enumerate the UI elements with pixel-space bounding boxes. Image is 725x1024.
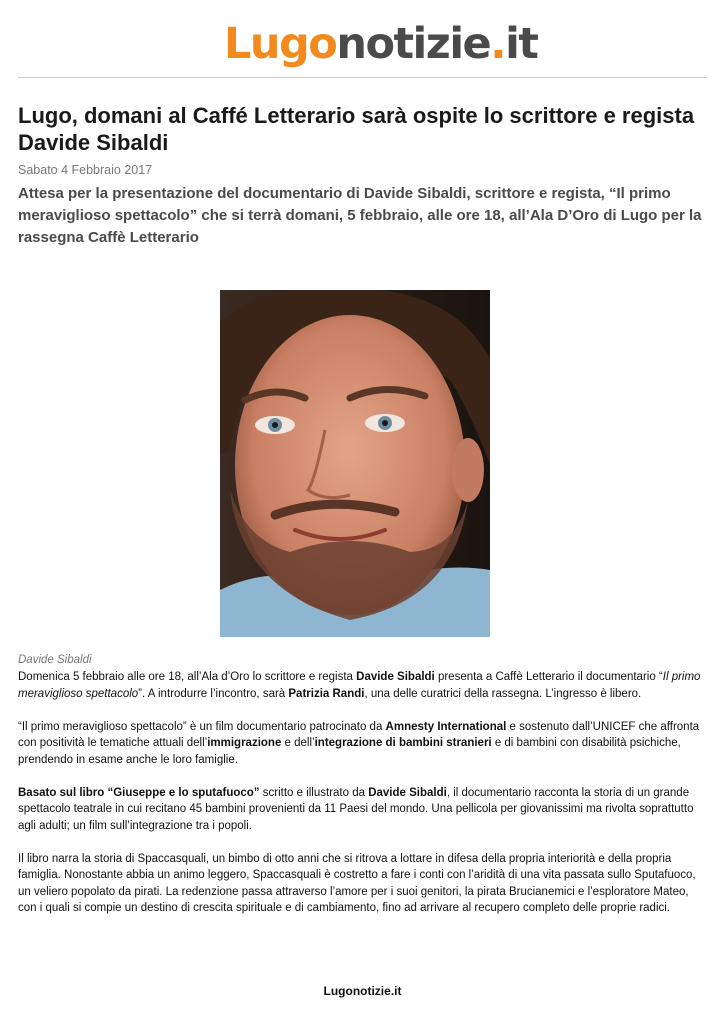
footer-site-name[interactable]: Lugonotizie.it	[323, 984, 402, 998]
paragraph-3	[18, 785, 708, 835]
p1-film-title: Il primo meraviglioso spettacolo	[18, 671, 701, 700]
photo-caption: Davide Sibaldi	[18, 654, 92, 666]
logo-notizie: notizie	[336, 19, 491, 69]
p1-author: Davide Sibaldi	[356, 671, 435, 683]
article-subtitle: Attesa per la presentazione del documentario di Davide Sibaldi, scrittore e regista, “Il primo meraviglioso spettacolo” che si terrà domani, 5 febbraio, alle ore 18, all’Ala D’Oro di Lugo per la rassegna Caffè Letterario	[18, 185, 702, 246]
logo-dot: .	[490, 19, 506, 69]
site-header	[0, 0, 725, 78]
article-title: Lugo, domani al Caffé Letterario sarà ospite lo scrittore e regista Davide Sibaldi	[18, 103, 695, 155]
p2-text-2: e sostenuto dall’UNICEF che affronta con positività le tematiche attuali dell’	[18, 720, 700, 749]
p2-immigrazione: immigrazione	[207, 737, 282, 749]
p2-text-4: e di bambini con disabilità psichiche, prendendo in esame anche le loro famiglie.	[18, 737, 681, 766]
p3-book: Basato sul libro “Giuseppe e lo sputafuoco”	[18, 786, 260, 799]
p1-text-2: presenta a Caffè Letterario il documentario “	[434, 671, 663, 683]
logo-it: it	[505, 19, 538, 69]
p3-text-1: scritto e illustrato da	[259, 786, 369, 799]
p2-text-3: e dell’	[281, 737, 315, 749]
article-date: Sabato 4 Febbraio 2017	[18, 163, 153, 177]
logo-lugo: Lugo	[224, 19, 337, 69]
paragraph-4: Il libro narra la storia di Spaccasquali, un bimbo di otto anni che si ritrova a lottare in difesa della propria interiorità e della propria famiglia. Nonostante abbia un animo leggero, Spaccasquali è costretto a fare i conti con l’aridità di una vita passata sullo Sputafuoco, un veliero popolato da pirati. La redenzione passa attraverso l’amore per i suoi genitori, la pirata Brucianemici e l’esploratore Mateo, con i quali si compie un destino di crescita spirituale e di cambiamento, fino ad arrivare al recupero completo delle proprie radici.	[18, 852, 696, 914]
header-divider	[18, 77, 707, 78]
p1-text-4: , una delle curatrici della rassegna. L’ingresso è libero.	[364, 687, 642, 700]
p1-text-1: Domenica 5 febbraio alle ore 18, all’Ala d’Oro lo scrittore e regista	[18, 671, 357, 683]
p2-amnesty: Amnesty International	[385, 720, 507, 733]
article-photo	[220, 290, 490, 637]
p1-host: Patrizia Randi	[288, 687, 365, 700]
paragraph-2	[18, 719, 708, 769]
paragraph-1	[18, 669, 708, 702]
p2-text-1: “Il primo meraviglioso spettacolo” è un film documentario patrocinato da	[18, 720, 386, 733]
p3-text-2: , il documentario racconta la storia di un grande spettacolo teatrale in cui recitano 45 bambini provenienti da 11 Paesi del mondo. Una pellicola per giovanissimi ma rivolta soprattutto agli adulti; un film sull’integrazione tra i popoli.	[18, 786, 694, 832]
site-logo[interactable]	[224, 16, 537, 72]
article-body	[18, 669, 708, 933]
p2-integrazione: integrazione di bambini stranieri	[314, 737, 492, 749]
p1-text-3: ”. A introdurre l’incontro, sarà	[138, 687, 289, 700]
portrait-illustration	[220, 290, 490, 637]
p3-author: Davide Sibaldi	[368, 786, 447, 799]
